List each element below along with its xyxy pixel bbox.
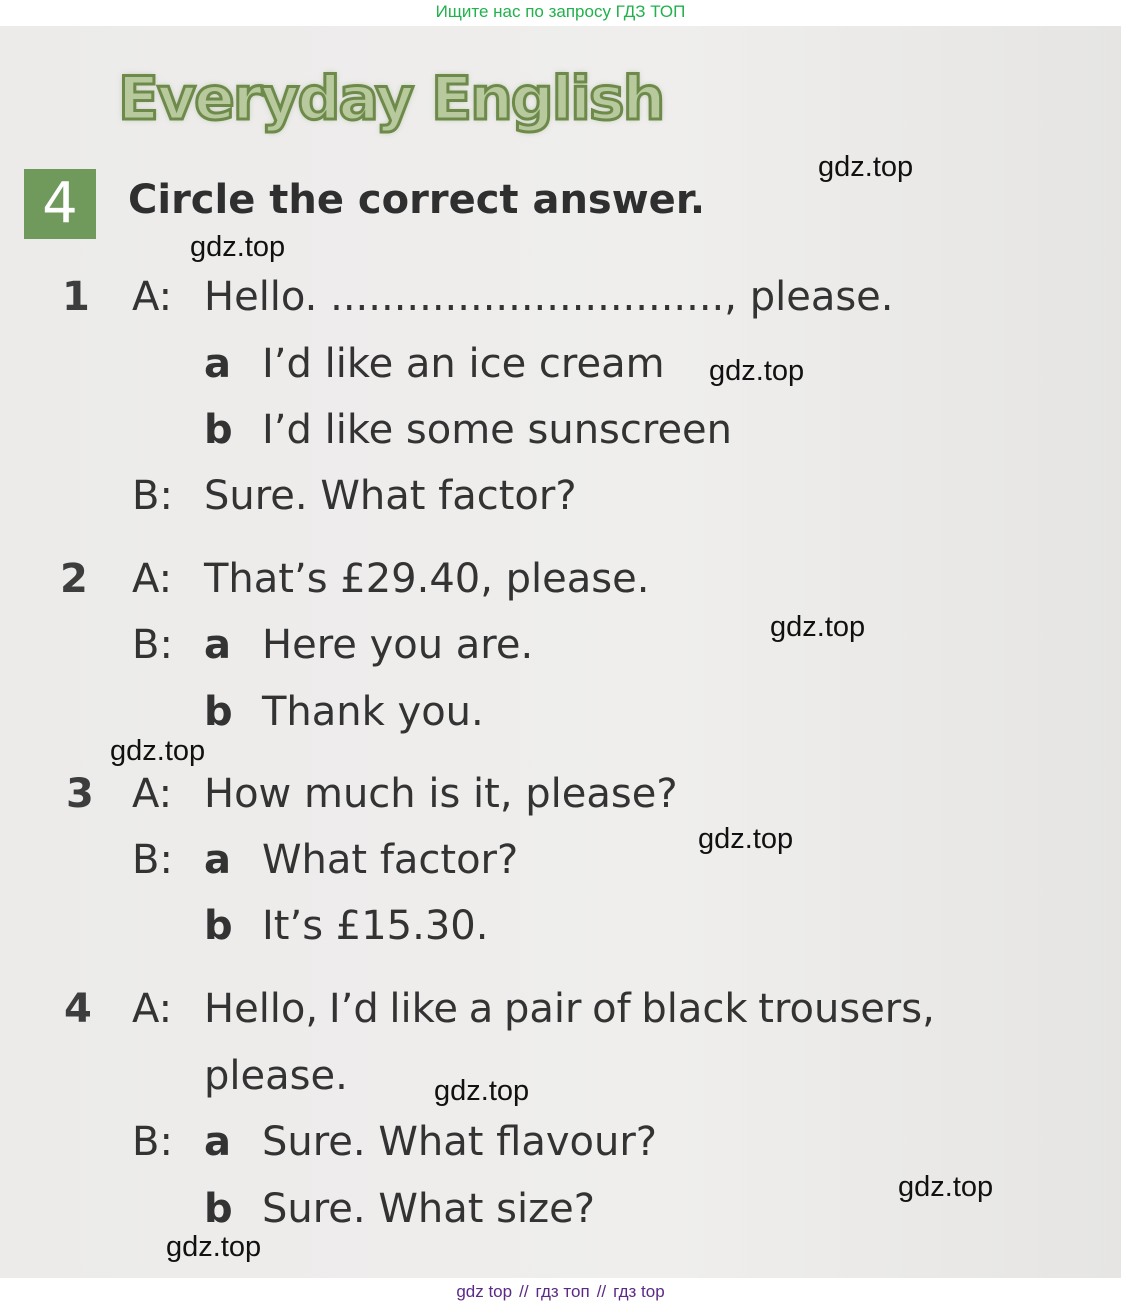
item-1-option-b-text[interactable]: I’d like some sunscreen <box>262 407 733 453</box>
item-2-option-b-letter[interactable]: b <box>204 689 233 735</box>
item-3-number: 3 <box>66 771 94 817</box>
bottom-banner-link-1[interactable]: gdz top <box>456 1282 513 1301</box>
item-1-option-a-letter[interactable]: a <box>204 341 231 387</box>
bottom-banner-separator: // <box>519 1282 529 1301</box>
item-1-speaker-a: A: <box>132 274 173 320</box>
bottom-banner-link-2[interactable]: гдз топ <box>535 1282 590 1301</box>
watermark: gdz.top <box>818 151 914 183</box>
watermark: gdz.top <box>898 1171 994 1203</box>
watermark: gdz.top <box>434 1075 530 1107</box>
item-4-option-b-text[interactable]: Sure. What size? <box>262 1186 595 1232</box>
item-1-option-a-text[interactable]: I’d like an ice cream <box>262 341 665 387</box>
item-1-speaker-b: B: <box>132 473 173 519</box>
item-4-prompt-line-1: Hello, I’d like a pair of black trousers, <box>204 986 935 1032</box>
watermark: gdz.top <box>698 823 794 855</box>
item-4-speaker-a: A: <box>132 986 173 1032</box>
watermark: gdz.top <box>709 355 805 387</box>
item-3-speaker-a: A: <box>132 771 173 817</box>
item-4-option-a-letter[interactable]: a <box>204 1119 231 1165</box>
item-2-option-b-text[interactable]: Thank you. <box>262 689 484 735</box>
item-3-option-b-letter[interactable]: b <box>204 903 233 949</box>
item-2-prompt: That’s £29.40, please. <box>204 556 650 602</box>
watermark: gdz.top <box>166 1231 262 1263</box>
item-2-number: 2 <box>60 556 88 602</box>
watermark: gdz.top <box>190 231 286 263</box>
item-4-speaker-b: B: <box>132 1119 173 1165</box>
top-banner: Ищите нас по запросу ГДЗ ТОП <box>435 2 686 21</box>
item-3-option-a-text[interactable]: What factor? <box>262 837 519 883</box>
item-4-prompt-line-2: please. <box>204 1053 348 1099</box>
item-2-option-a-letter[interactable]: a <box>204 622 231 668</box>
item-1-number: 1 <box>62 274 90 320</box>
item-4-option-a-text[interactable]: Sure. What flavour? <box>262 1119 658 1165</box>
bottom-banner-separator: // <box>596 1282 607 1301</box>
item-4-option-b-letter[interactable]: b <box>204 1186 233 1232</box>
bottom-banner-link-3[interactable]: гдз top <box>613 1282 665 1301</box>
bottom-banner <box>0 1278 1121 1305</box>
item-3-option-b-text[interactable]: It’s £15.30. <box>262 903 489 949</box>
item-3-prompt: How much is it, please? <box>204 771 678 817</box>
item-2-speaker-b: B: <box>132 622 173 668</box>
section-heading: Everyday English <box>118 64 664 134</box>
item-4-number: 4 <box>64 986 92 1032</box>
item-2-speaker-a: A: <box>132 556 173 602</box>
item-2-option-a-text[interactable]: Here you are. <box>262 622 534 668</box>
item-1-option-b-letter[interactable]: b <box>204 407 233 453</box>
exercise-number-badge: 4 <box>24 169 96 239</box>
exercise-instruction: Circle the correct answer. <box>128 177 706 223</box>
item-3-option-a-letter[interactable]: a <box>204 837 231 883</box>
item-3-speaker-b: B: <box>132 837 173 883</box>
watermark: gdz.top <box>770 611 866 643</box>
watermark: gdz.top <box>110 735 206 767</box>
item-1-prompt: Hello. ..............................., please. <box>204 274 894 320</box>
item-1-response: Sure. What factor? <box>204 473 577 519</box>
